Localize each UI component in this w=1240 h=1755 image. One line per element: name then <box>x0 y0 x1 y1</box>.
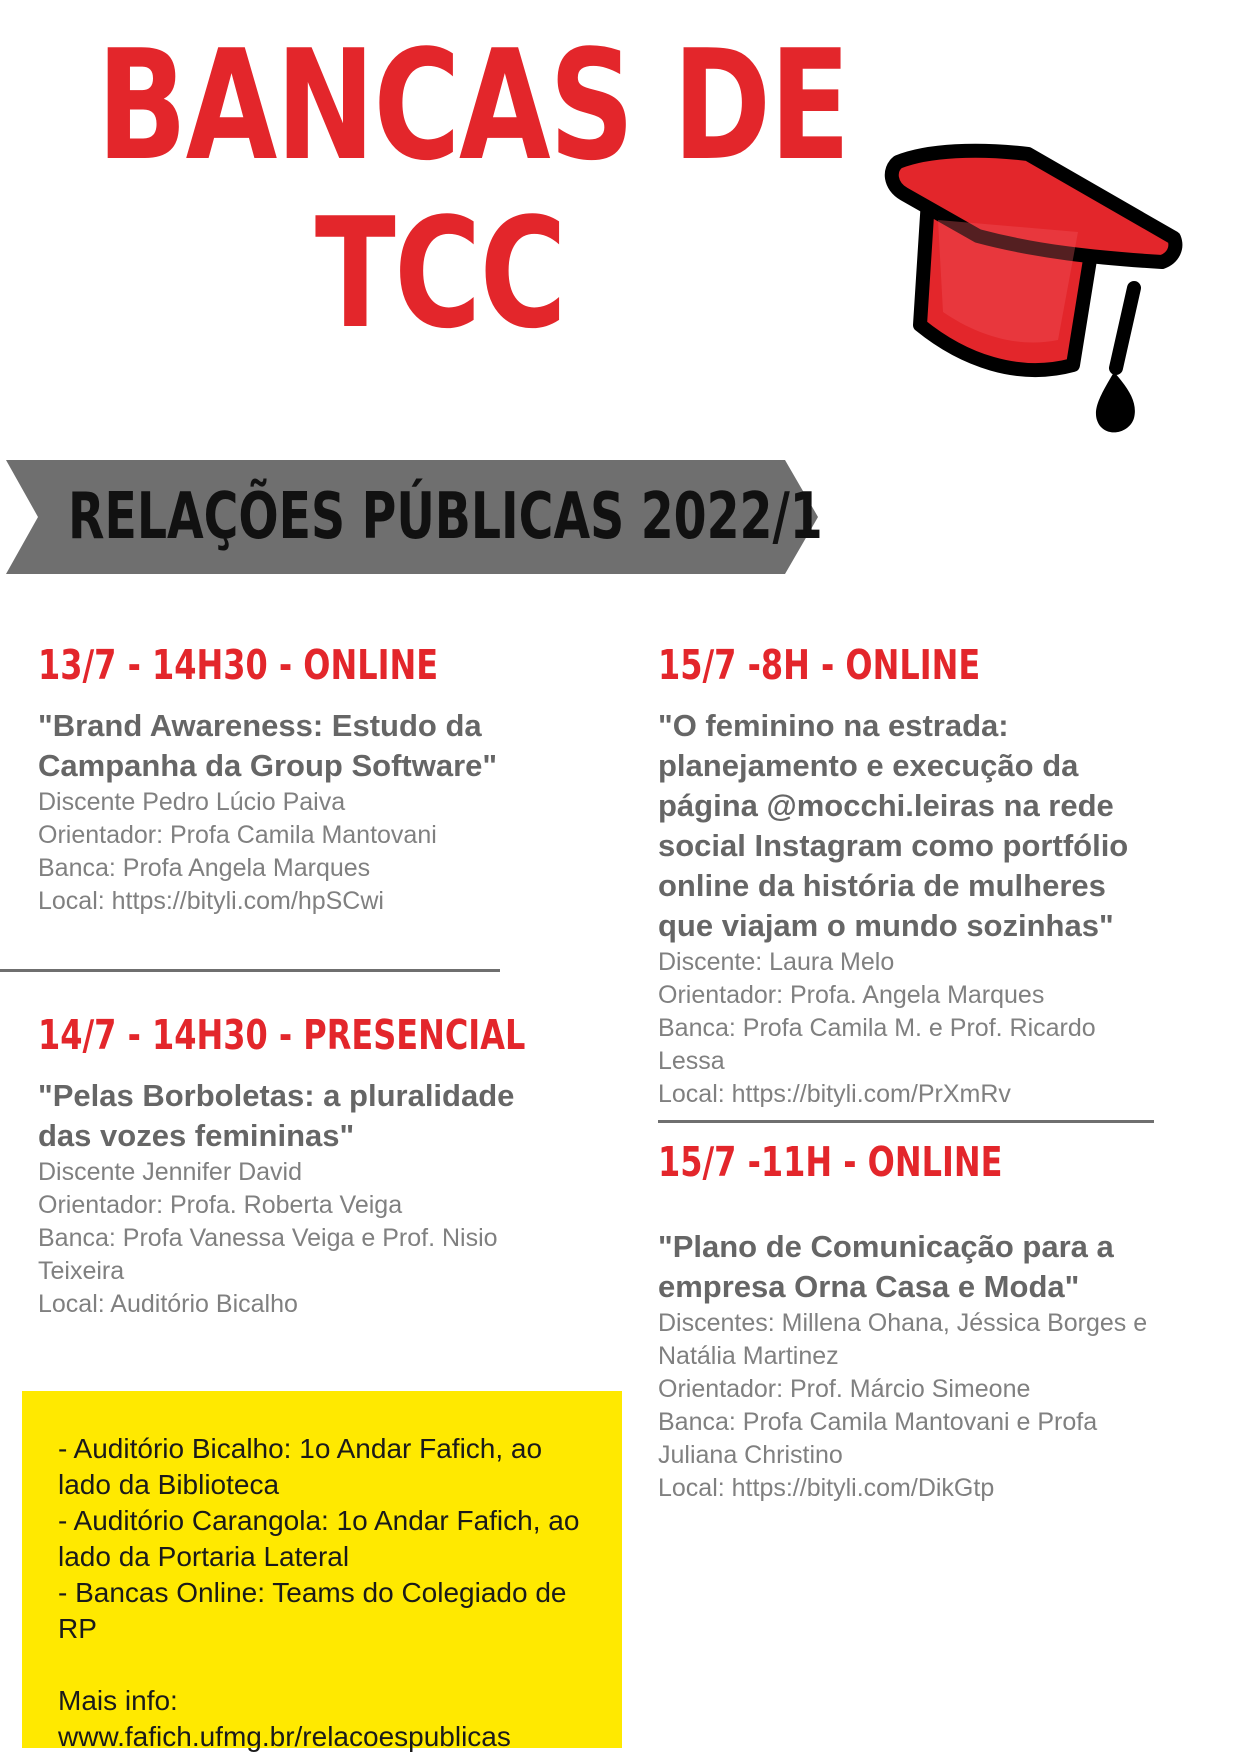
event-student: Discente: Laura Melo <box>658 948 895 976</box>
banner-text: RELAÇÕES PÚBLICAS 2022/1 <box>68 480 823 554</box>
page-title-line-2: TCC <box>314 185 566 362</box>
event-card-2 <box>38 1010 538 1321</box>
event-committee: Banca: Profa Camila M. e Prof. Ricardo Lessa <box>658 1014 1096 1075</box>
event-location: Local: https://bityli.com/hpSCwi <box>38 887 384 915</box>
section-banner <box>0 460 823 574</box>
event-location: Local: https://bityli.com/DikGtp <box>658 1474 995 1502</box>
event-title: "Plano de Comunicação para a empresa Orna Casa e Moda" <box>658 1229 1114 1304</box>
event-card-3 <box>658 640 1158 1111</box>
event-date-heading: 13/7 - 14H30 - ONLINE <box>38 641 439 689</box>
event-students: Discentes: Millena Ohana, Jéssica Borges e Natália Martinez <box>658 1309 1148 1370</box>
event-committee: Banca: Profa Vanessa Veiga e Prof. Nisio Teixeira <box>38 1224 498 1285</box>
event-student: Discente Jennifer David <box>38 1158 303 1186</box>
info-item-carangola: - Auditório Carangola: 1o Andar Fafich, ao lado da Portaria Lateral <box>58 1505 580 1572</box>
event-advisor: Orientador: Profa. Roberta Veiga <box>38 1191 403 1219</box>
event-date-heading: 15/7 -8H - ONLINE <box>658 641 981 689</box>
event-advisor: Orientador: Profa. Angela Marques <box>658 981 1045 1009</box>
page-title-line-1: BANCAS DE <box>96 17 849 194</box>
page-title <box>96 17 849 362</box>
divider <box>0 969 500 972</box>
event-student: Discente Pedro Lúcio Paiva <box>38 788 346 816</box>
info-box <box>22 1391 622 1752</box>
event-advisor: Orientador: Profa Camila Mantovani <box>38 821 437 849</box>
event-date-heading: 15/7 -11H - ONLINE <box>658 1138 1003 1186</box>
event-title: "Brand Awareness: Estudo da Campanha da Group Software" <box>38 708 498 783</box>
event-committee: Banca: Profa Angela Marques <box>38 854 371 882</box>
info-item-bicalho: - Auditório Bicalho: 1o Andar Fafich, ao lado da Biblioteca <box>58 1433 543 1500</box>
more-info-url: www.fafich.ufmg.br/relacoespublicas <box>58 1721 511 1752</box>
more-info-label: Mais info: <box>58 1685 178 1716</box>
event-card-4 <box>658 1137 1158 1505</box>
event-title: "Pelas Borboletas: a pluralidade das vozes femininas" <box>38 1078 515 1153</box>
event-location: Local: https://bityli.com/PrXmRv <box>658 1080 1011 1108</box>
event-advisor: Orientador: Prof. Márcio Simeone <box>658 1375 1031 1403</box>
graduation-cap-icon <box>868 140 1208 480</box>
info-item-online: - Bancas Online: Teams do Colegiado de RP <box>58 1577 567 1644</box>
event-committee: Banca: Profa Camila Mantovani e Profa Juliana Christino <box>658 1408 1098 1469</box>
event-date-heading: 14/7 - 14H30 - PRESENCIAL <box>38 1011 526 1059</box>
divider <box>658 1120 1154 1123</box>
event-location: Local: Auditório Bicalho <box>38 1290 298 1318</box>
info-spacer <box>58 1647 602 1683</box>
event-card-1 <box>38 640 498 918</box>
event-title: "O feminino na estrada: planejamento e execução da página @mocchi.leiras na rede social Instagram como portfólio online da história de mulheres que viajam o mundo sozinhas" <box>658 708 1129 943</box>
